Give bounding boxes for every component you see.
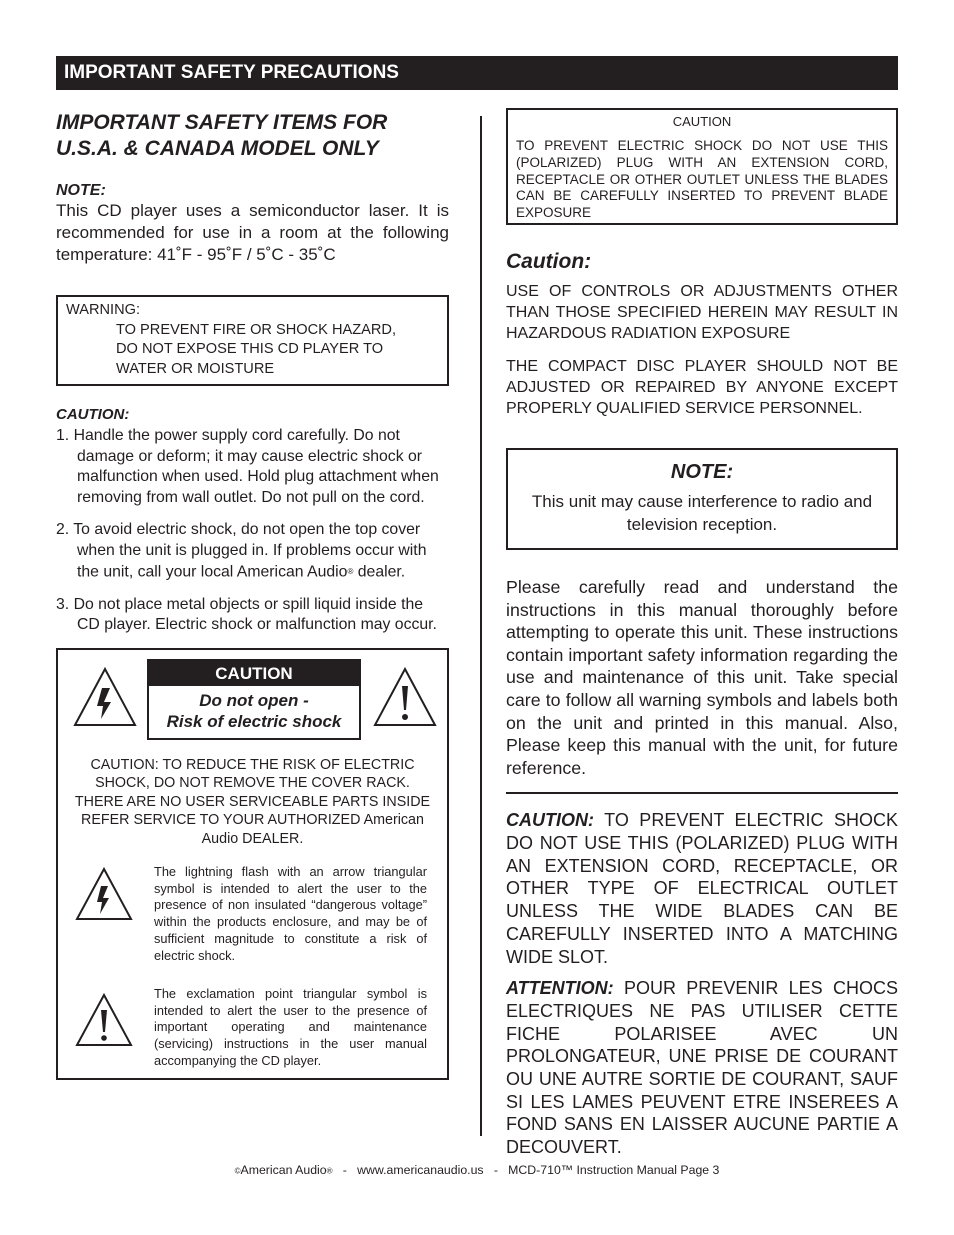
copyright-mark: © bbox=[234, 1166, 241, 1176]
exclamation-symbol-icon bbox=[74, 992, 134, 1048]
hazard-box bbox=[56, 648, 449, 1080]
footer-text: - www.americanaudio.us - MCD-710™ Instruction Manual Page 3 bbox=[332, 1163, 720, 1177]
caution-badge bbox=[147, 659, 361, 740]
warning-line-2: DO NOT EXPOSE THIS CD PLAYER TO bbox=[116, 341, 384, 357]
interference-note-box bbox=[506, 448, 898, 550]
usa-canada-heading bbox=[56, 110, 449, 162]
french-attention-paragraph bbox=[506, 977, 898, 1159]
registered-mark: ® bbox=[347, 566, 354, 576]
caution-item-2-text: 2. To avoid electric shock, do not open the top cover when the unit is plugged in. If problems occur with the unit, call your local American Audio bbox=[56, 521, 427, 581]
caution-item-2 bbox=[56, 520, 449, 582]
heading-line-2: U.S.A. & CANADA MODEL ONLY bbox=[56, 137, 379, 160]
caution-box-title: CAUTION bbox=[672, 114, 732, 129]
warning-line-3: WATER OR MOISTURE bbox=[116, 360, 275, 377]
badge-line-2: Risk of electric shock bbox=[166, 711, 342, 731]
french-attention-label: ATTENTION: bbox=[506, 978, 614, 999]
laser-note-text: This CD player uses a semiconductor laser. It is recommended for use in a room at the following temperature: 41˚F - 95˚F / 5˚C - 35˚C bbox=[56, 201, 449, 264]
instructions-paragraph: Please carefully read and understand the instructions in this manual thoroughly before attempting to operate this unit. These instructions contain important safety information regarding the use and maintenance of this unit. Take special care to follow all warning symbols and labels both on the unit and printed in this manual. Also, Please keep this manual with the unit, for future reference. bbox=[506, 576, 898, 778]
section-header: IMPORTANT SAFETY PRECAUTIONS bbox=[56, 56, 898, 90]
right-column bbox=[506, 108, 898, 1159]
service-caution-text: THE COMPACT DISC PLAYER SHOULD NOT BE ADJUSTED OR REPAIRED BY ANYONE EXCEPT PROPERLY QUALIFIED SERVICE PERSONNEL. bbox=[506, 357, 898, 417]
english-caution-paragraph bbox=[506, 809, 898, 968]
caution-badge-title: CAUTION bbox=[149, 661, 359, 686]
polarized-plug-caution-box bbox=[506, 108, 898, 225]
warning-box bbox=[56, 295, 449, 386]
english-caution-text: TO PREVENT ELECTRIC SHOCK DO NOT USE THIS (POLARIZED) PLUG WITH AN EXTENSION CORD, RECEPTACLE, OR OTHER TYPE OF ELECTRICAL OUTLET UNLESS THE WIDE BLADES CAN BE CAREFULLY INSERTED INTO A MATCHING WIDE SLOT. bbox=[506, 810, 898, 967]
caution-box-text: TO PREVENT ELECTRIC SHOCK DO NOT USE THIS (POLARIZED) PLUG WITH AN EXTENSION CORD, RECEPTACLE OR OTHER OUTLET UNLESS THE BLADES CAN BE CAREFULLY INSERTED TO PREVENT BLADE EXPOSURE bbox=[516, 138, 888, 221]
note-box-text: This unit may cause interference to radio and television reception. bbox=[531, 491, 873, 534]
warning-line-1: TO PREVENT FIRE OR SHOCK HAZARD, bbox=[116, 321, 397, 338]
column-divider bbox=[480, 116, 482, 1136]
caution-item-1: 1. Handle the power supply cord carefully. Do not damage or deform; it may cause electric shock or malfunction when used. Hold plug attachment when removing from wall outlet. Do not pull on the cord. bbox=[56, 427, 439, 506]
exclamation-triangle-icon bbox=[372, 666, 438, 728]
caution-item-2-end: dealer. bbox=[353, 563, 406, 581]
horizontal-rule bbox=[506, 792, 898, 794]
heading-line-1: IMPORTANT SAFETY ITEMS FOR bbox=[56, 111, 388, 134]
note-box-title: NOTE: bbox=[670, 460, 734, 483]
lightning-triangle-icon bbox=[72, 666, 138, 728]
caution-item-3: 3. Do not place metal objects or spill liquid inside the CD player. Electric shock or malfunction may occur. bbox=[56, 595, 437, 634]
footer-registered-mark: ® bbox=[326, 1166, 333, 1176]
warning-title: WARNING: bbox=[66, 302, 141, 318]
lightning-symbol-icon bbox=[74, 866, 134, 922]
english-caution-label: CAUTION: bbox=[506, 810, 594, 831]
radiation-caution-text: USE OF CONTROLS OR ADJUSTMENTS OTHER THAN THOSE SPECIFIED HEREIN MAY RESULT IN HAZARDOUS RADIATION EXPOSURE bbox=[506, 282, 898, 342]
caution-heading: Caution: bbox=[506, 249, 592, 273]
lightning-symbol-description: The lightning flash with an arrow triangular symbol is intended to alert the user to the presence of non insulated “dangerous voltage” within the products enclosure, and may be of sufficient magnitude to constitute a risk of electric shock. bbox=[154, 863, 427, 963]
left-column bbox=[56, 108, 449, 1080]
footer-brand: American Audio bbox=[240, 1163, 327, 1177]
page-footer bbox=[0, 1163, 954, 1177]
badge-line-1: Do not open - bbox=[199, 690, 309, 710]
caution-list bbox=[56, 426, 449, 636]
caution-label: CAUTION: bbox=[56, 406, 130, 423]
french-attention-text: POUR PREVENIR LES CHOCS ELECTRIQUES NE PAS UTILISER CETTE FICHE POLARISEE AVEC UN PROLONGATEUR, UNE PRISE DE COURANT OU UNE AUTRE SORTIE DE COURANT, SAUF SI LES LAMES PEUVENT ETRE INSEREES A FOND SANS EN LAISSER AUCUNE PARTIE A DECOUVERT. bbox=[506, 978, 898, 1158]
note-label: NOTE: bbox=[56, 182, 106, 199]
hazard-text: CAUTION: TO REDUCE THE RISK OF ELECTRIC SHOCK, DO NOT REMOVE THE COVER RACK. THERE ARE NO USER SERVICEABLE PARTS INSIDE REFER SERVICE TO YOUR AUTHORIZED American Audio DEALER. bbox=[74, 756, 431, 847]
exclamation-symbol-description: The exclamation point triangular symbol is intended to alert the user to the presence of important operating and maintenance (servicing) instructions in the user manual accompanying the CD player. bbox=[154, 985, 427, 1068]
caution-badge-body bbox=[149, 686, 359, 732]
